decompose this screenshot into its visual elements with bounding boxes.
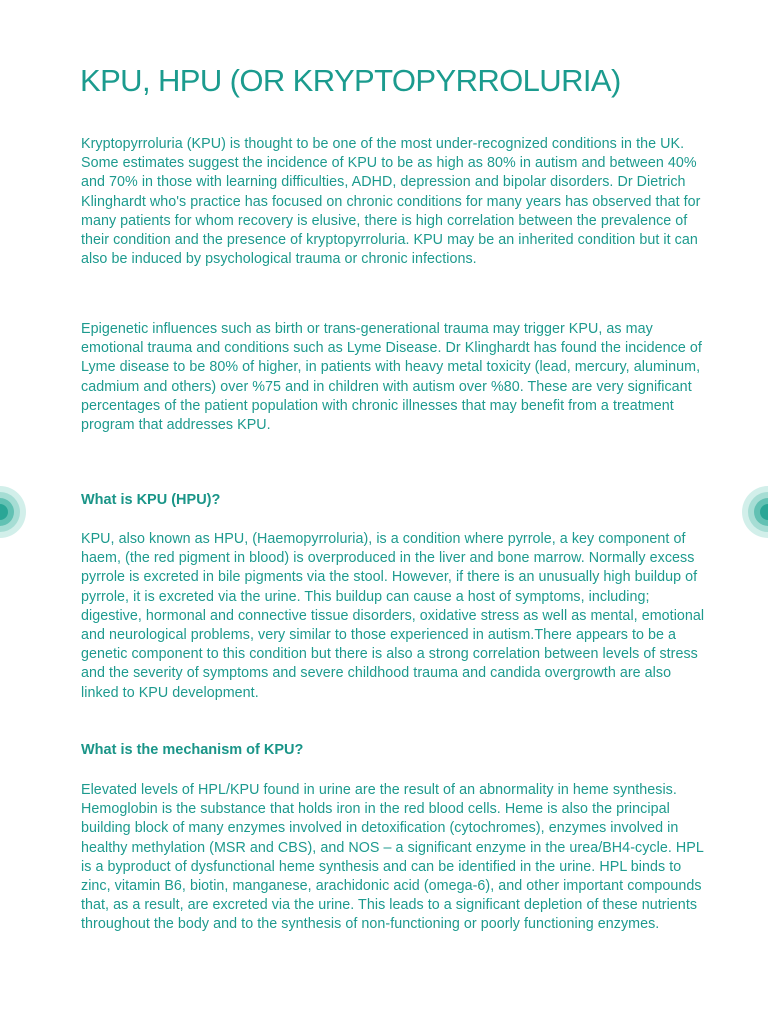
page-title: KPU, HPU (OR KRYPTOPYRROLURIA) xyxy=(80,63,621,98)
section-heading-what-is: What is KPU (HPU)? xyxy=(81,492,221,508)
intro-paragraph-2: Epigenetic influences such as birth or trans-generational trauma may trigger KPU, as may emotional trauma and conditions such as Lyme Disease. Dr Klinghardt has found the incidence of Lyme disease to be 80% of higher, in patients with heavy metal toxicity (lead, mercury, aluminum, cadmium and others) over %75 and in children with autism over %80. These are very significant percentages of the patient population with chronic illnesses that may benefit from a treatment program that addresses KPU. xyxy=(81,321,702,434)
concentric-circles-icon xyxy=(741,485,768,539)
concentric-circles-icon xyxy=(0,485,27,539)
what-is-paragraph: KPU, also known as HPU, (Haemopyrroluria), is a condition where pyrrole, a key component of haem, (the red pigment in blood) is overproduced in the liver and bone marrow. Normally excess pyrrole is excreted in bile pigments via the stool. However, if there is an unusually high buildup of pyrrole, it is excreted via the urine. This buildup can cause a host of symptoms, including; digestive, hormonal and connective tissue disorders, oxidative stress as well as mental, emotional and neurological problems, very similar to those experienced in autism.There appears to be a genetic component to this condition but there is also a strong correlation between levels of stress and the severity of symptoms and severe childhood trauma and candida overgrowth are also linked to KPU development. xyxy=(81,531,705,701)
section-heading-mechanism: What is the mechanism of KPU? xyxy=(81,742,304,758)
mechanism-paragraph: Elevated levels of HPL/KPU found in urine are the result of an abnormality in heme synthesis. Hemoglobin is the substance that holds iron in the red blood cells. Heme is also the principal building block of many enzymes involved in detoxification (cytochromes), enzymes involved in healthy methylation (MSR and CBS), and NOS – a significant enzyme in the urea/BH4-cycle. HPL is a byproduct of dysfunctional heme synthesis and can be identified in the urine. HPL binds to zinc, vitamin B6, biotin, manganese, arachidonic acid (omega-6), and other important compounds that, as a result, are excreted via the urine. This leads to a significant depletion of these nutrients throughout the body and to the synthesis of non-functioning or poorly functioning enzymes. xyxy=(81,782,704,933)
intro-paragraph-1: Kryptopyrroluria (KPU) is thought to be one of the most under-recognized conditions in the UK. Some estimates suggest the incidence of KPU to be as high as 80% in autism and between 40% and 70% in those with learning difficulties, ADHD, depression and bipolar disorders. Dr Dietrich Klinghardt who's practice has focused on chronic conditions for many years has observed that for many patients for whom recovery is elusive, there is high correlation between the prevalence of their condition and the presence of kryptopyrroluria. KPU may be an inherited condition but it can also be induced by psychological trauma or chronic infections. xyxy=(81,136,701,268)
